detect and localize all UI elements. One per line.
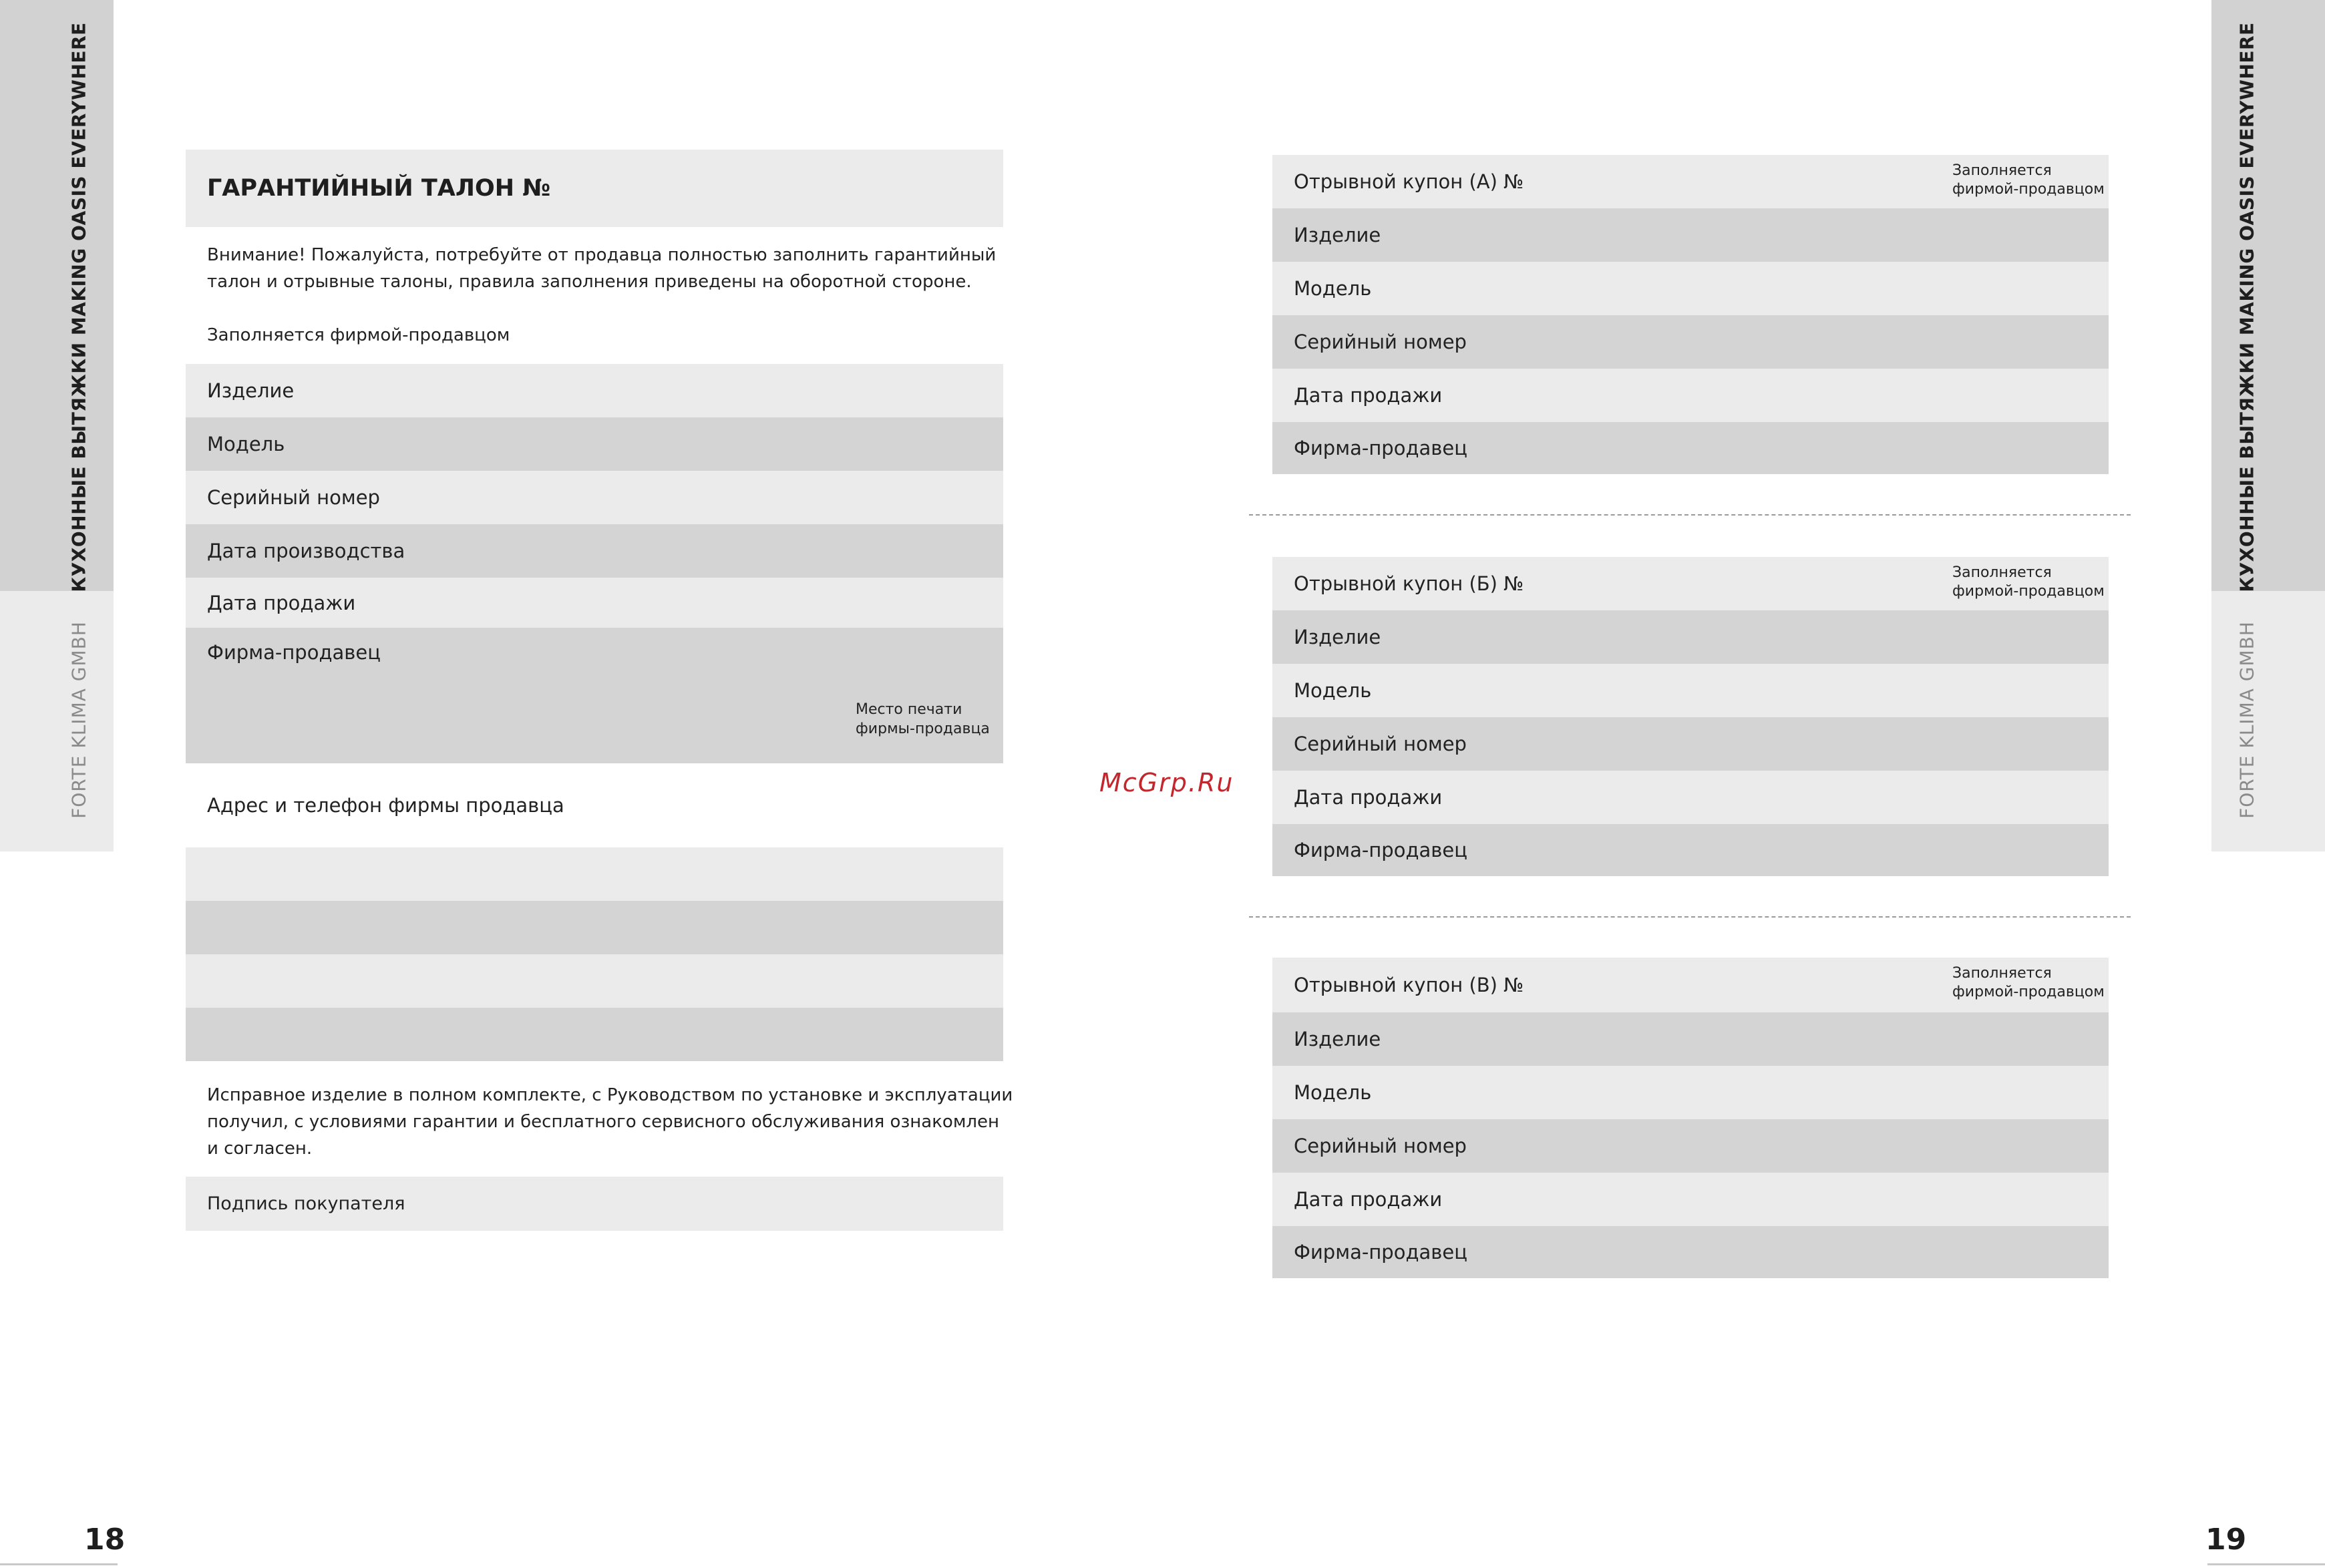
field-label: Модель bbox=[1294, 277, 1372, 300]
field-label: Фирма-продавец bbox=[1294, 437, 1467, 459]
confirmation-line: получил, с условиями гарантии и бесплатного сервисного обслуживания ознакомлен bbox=[207, 1112, 1000, 1132]
confirmation-line: и согласен. bbox=[207, 1139, 313, 1159]
field-label: Серийный номер bbox=[1294, 331, 1467, 353]
left-sidebar-brand-bar bbox=[0, 0, 114, 591]
field-label: Серийный номер bbox=[1294, 1135, 1467, 1157]
coupon-b-field-sale-date bbox=[1272, 771, 2109, 824]
warranty-field-production-date bbox=[186, 524, 1003, 578]
field-label: Дата продажи bbox=[1294, 384, 1443, 407]
left-sidebar-company-bar bbox=[0, 591, 114, 851]
coupon-v-field-sale-date bbox=[1272, 1173, 2109, 1226]
coupon-note bbox=[1952, 162, 2105, 199]
coupon-a-field-serial bbox=[1272, 315, 2109, 369]
stamp-note bbox=[856, 700, 990, 739]
field-label: Модель bbox=[207, 433, 285, 455]
coupon-v-header bbox=[1272, 958, 2109, 1012]
confirmation-line: Исправное изделие в полном комплекте, с Руководством по установке и эксплуатации bbox=[207, 1085, 1013, 1105]
address-line bbox=[186, 954, 1003, 1008]
right-sidebar-company-bar bbox=[2211, 591, 2325, 851]
coupon-b-field-product bbox=[1272, 610, 2109, 664]
page-number-rule bbox=[2207, 1563, 2325, 1565]
coupon-a-header bbox=[1272, 155, 2109, 208]
field-label: Модель bbox=[1294, 1081, 1372, 1104]
coupon-b-header bbox=[1272, 557, 2109, 610]
warranty-notice-line: талон и отрывные талоны, правила заполнения приведены на оборотной стороне. bbox=[207, 272, 972, 292]
right-sidebar-brand-text: КУХОННЫЕ ВЫТЯЖКИ MAKING OASIS EVERYWHERE bbox=[2235, 22, 2258, 592]
coupon-note-line: Заполняется bbox=[1952, 564, 2052, 581]
coupon-title: Отрывной купон (Б) № bbox=[1294, 572, 1524, 595]
tear-off-line bbox=[1249, 916, 2131, 918]
coupon-note-line: фирмой-продавцом bbox=[1952, 181, 2105, 198]
watermark: McGrp.Ru bbox=[1099, 768, 1234, 797]
field-label: Фирма-продавец bbox=[1294, 1241, 1467, 1263]
left-sidebar-brand-text: КУХОННЫЕ ВЫТЯЖКИ MAKING OASIS EVERYWHERE bbox=[67, 22, 90, 592]
page-number-right: 19 bbox=[2205, 1523, 2247, 1557]
field-label: Дата продажи bbox=[1294, 1188, 1443, 1211]
seller-address-label: Адрес и телефон фирмы продавца bbox=[207, 794, 564, 817]
coupon-v-field-seller bbox=[1272, 1226, 2109, 1278]
field-label: Фирма-продавец bbox=[207, 641, 381, 664]
warranty-title-bar bbox=[186, 150, 1003, 227]
field-label: Изделие bbox=[1294, 1028, 1381, 1050]
address-line bbox=[186, 1008, 1003, 1061]
field-label: Изделие bbox=[207, 379, 295, 402]
field-label: Дата продажи bbox=[1294, 786, 1443, 809]
coupon-note bbox=[1952, 564, 2105, 601]
warranty-notice bbox=[207, 242, 996, 295]
coupon-v-field-model bbox=[1272, 1066, 2109, 1119]
warranty-field-serial bbox=[186, 471, 1003, 524]
coupon-b-field-seller bbox=[1272, 824, 2109, 876]
coupon-note-line: Заполняется bbox=[1952, 162, 2052, 179]
coupon-v-field-serial bbox=[1272, 1119, 2109, 1173]
right-sidebar-brand-bar bbox=[2211, 0, 2325, 591]
field-label: Модель bbox=[1294, 679, 1372, 702]
buyer-confirmation bbox=[207, 1082, 1013, 1162]
field-label: Дата продажи bbox=[207, 591, 356, 614]
buyer-signature-field bbox=[186, 1177, 1003, 1231]
signature-label: Подпись покупателя bbox=[207, 1193, 405, 1214]
right-sidebar-company-text: FORTE KLIMA GMBH bbox=[2235, 621, 2258, 819]
address-line bbox=[186, 901, 1003, 954]
coupon-a-field-seller bbox=[1272, 422, 2109, 474]
warranty-field-model bbox=[186, 417, 1003, 471]
field-label: Дата производства bbox=[207, 540, 405, 562]
field-label: Фирма-продавец bbox=[1294, 839, 1467, 861]
page-number-rule bbox=[0, 1563, 118, 1565]
address-line bbox=[186, 847, 1003, 901]
warranty-field-seller bbox=[186, 628, 1003, 763]
field-label: Изделие bbox=[1294, 224, 1381, 246]
coupon-b-field-model bbox=[1272, 664, 2109, 717]
coupon-v-field-product bbox=[1272, 1012, 2109, 1066]
page-number-left: 18 bbox=[84, 1523, 126, 1557]
coupon-title: Отрывной купон (А) № bbox=[1294, 170, 1524, 193]
warranty-field-product bbox=[186, 364, 1003, 417]
tear-off-line bbox=[1249, 514, 2131, 516]
stamp-note-line: Место печати bbox=[856, 701, 962, 718]
coupon-note-line: фирмой-продавцом bbox=[1952, 583, 2105, 600]
field-label: Серийный номер bbox=[207, 486, 380, 509]
coupon-title: Отрывной купон (В) № bbox=[1294, 974, 1524, 996]
coupon-a-field-model bbox=[1272, 262, 2109, 315]
coupon-note bbox=[1952, 964, 2105, 1002]
field-label: Серийный номер bbox=[1294, 733, 1467, 755]
coupon-b-field-serial bbox=[1272, 717, 2109, 771]
coupon-note-line: фирмой-продавцом bbox=[1952, 984, 2105, 1000]
coupon-note-line: Заполняется bbox=[1952, 965, 2052, 982]
left-sidebar-company-text: FORTE KLIMA GMBH bbox=[67, 621, 90, 819]
coupon-a-field-product bbox=[1272, 208, 2109, 262]
coupon-a-field-sale-date bbox=[1272, 369, 2109, 422]
warranty-notice-line: Внимание! Пожалуйста, потребуйте от продавца полностью заполнить гарантийный bbox=[207, 245, 997, 265]
stamp-note-line: фирмы-продавца bbox=[856, 721, 990, 737]
warranty-filled-by: Заполняется фирмой-продавцом bbox=[207, 325, 510, 345]
warranty-title: ГАРАНТИЙНЫЙ ТАЛОН № bbox=[207, 175, 551, 202]
warranty-field-sale-date bbox=[186, 578, 1003, 628]
field-label: Изделие bbox=[1294, 626, 1381, 648]
